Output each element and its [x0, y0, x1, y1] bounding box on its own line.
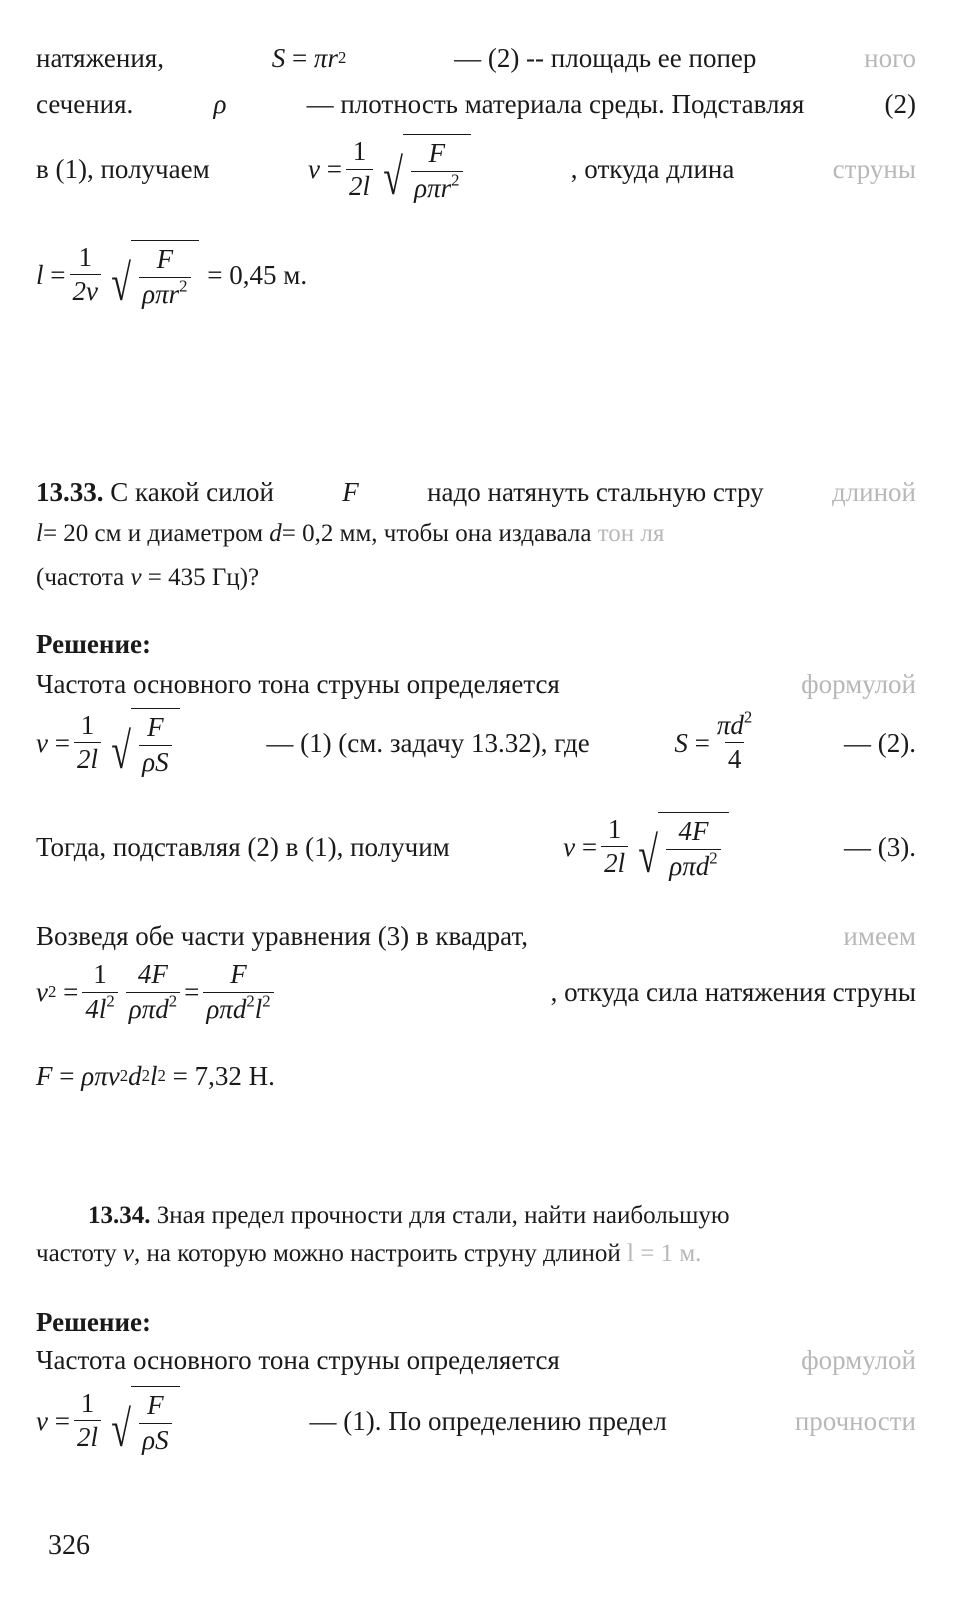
text-fragment: Частота основного тона струны определяется [36, 669, 560, 699]
text-fragment: (2) [884, 89, 916, 119]
length-formula: l = $\frac{1}{2\nu}$ √ $\frac{F}{\rho\pi r^2}$ = 0,45 м. [36, 241, 308, 313]
text-fragment: Частота основного тона струны определяется [36, 1345, 560, 1375]
force-formula: F = ρπν 2 d 2 l 2 = 7,32 Н. [36, 1061, 275, 1091]
formula-line-1 [36, 708, 916, 798]
text-fragment: длиной [831, 477, 916, 507]
force-result-line [36, 1060, 275, 1092]
text-fragment: сечения. [36, 89, 134, 119]
frequency-formula: ν = $\frac{1}{2l}$ √ $\frac{F}{\rho S}$ [36, 1386, 182, 1455]
text-fragment: — (2) -- площадь ее попер [454, 43, 757, 73]
text-fragment: в (1), получаем [36, 154, 210, 184]
solution-line-1 [36, 668, 916, 700]
text-fragment: формулой [801, 1345, 916, 1375]
formula-line-4: ν = $\frac{1}{2l}$ √ $\frac{F}{\rho S}$ — (1). По определению предел прочности [36, 1387, 916, 1459]
text-line-3 [36, 130, 916, 208]
force-symbol: F [342, 477, 359, 507]
solution-heading: Решение: [36, 629, 151, 659]
problem-number: 13.34. [88, 1202, 151, 1229]
problem-13-33-line-3: (частота ν = 435 Гц)? [36, 564, 260, 591]
solution-heading-2: Решение: [36, 1307, 151, 1337]
formula-line-2: Тогда, подставляя (2) в (1), получим ν = $\frac{1}{2l}$ √ $\frac{4F}{\rho\pi d^2}$ — (3). [36, 813, 916, 885]
density-symbol: ρ [213, 89, 227, 119]
text-fragment: — плотность материала среды. Подставляя [306, 89, 805, 119]
text-fragment: ного [864, 43, 916, 73]
text-fragment: натяжения, [36, 43, 164, 73]
frequency-formula: ν = $\frac{1}{2l}$ √ $\frac{F}{\rho\pi r^2}$ [308, 134, 473, 203]
text-fragment: имеем [843, 921, 916, 951]
problem-13-33-line-1: 13.33. С какой силой F надо натянуть стальную стру длиной [36, 477, 916, 507]
text-fragment: струны [832, 154, 916, 184]
formula-line-3: ν 2 = $\frac{1}{4l^2}$ $\frac{4F}{\rho\pi d^2}$ = $\frac{F}{\rho\pi d^2l^2}$ , откуда сила натяжения струны [36, 959, 916, 1024]
formula-area: S = πr 2 [271, 43, 347, 73]
problem-number: 13.33. [36, 477, 104, 507]
text-line-2 [36, 88, 916, 120]
text-fragment: формулой [801, 669, 916, 699]
frequency-formula-3: ν = $\frac{1}{2l}$ √ $\frac{4F}{\rho\pi d^2}$ [563, 812, 731, 881]
squared-formula: ν 2 = $\frac{1}{4l^2}$ $\frac{4F}{\rho\pi d^2}$ = $\frac{F}{\rho\pi d^2l^2}$ [36, 960, 278, 1024]
solution-2-line-1 [36, 1344, 916, 1376]
page-number: 326 [48, 1530, 90, 1561]
problem-13-33-line-2: l= 20 см и диаметром d= 0,2 мм, чтобы она издавала тон ля [36, 520, 665, 547]
text-fragment: Возведя обе части уравнения (3) в квадрат, [36, 921, 528, 951]
problem-13-34-line-1: 13.34. Зная предел прочности для стали, найти наибольшую [88, 1202, 730, 1229]
text-fragment: , откуда длина [570, 154, 735, 184]
text-fragment: надо натянуть стальную стру [427, 477, 764, 507]
problem-13-34-line-2: частоту ν, на которую можно настроить струну длиной l = 1 м. [36, 1240, 702, 1267]
solution-line-3 [36, 920, 916, 952]
text-line-1 [36, 42, 916, 74]
frequency-formula: ν = $\frac{1}{2l}$ √ $\frac{F}{\rho S}$ — (1) (см. задачу 13.32), где S = $\frac{\pi d^2}{4}$ — (2). [36, 706, 916, 781]
length-formula-line [36, 240, 307, 330]
